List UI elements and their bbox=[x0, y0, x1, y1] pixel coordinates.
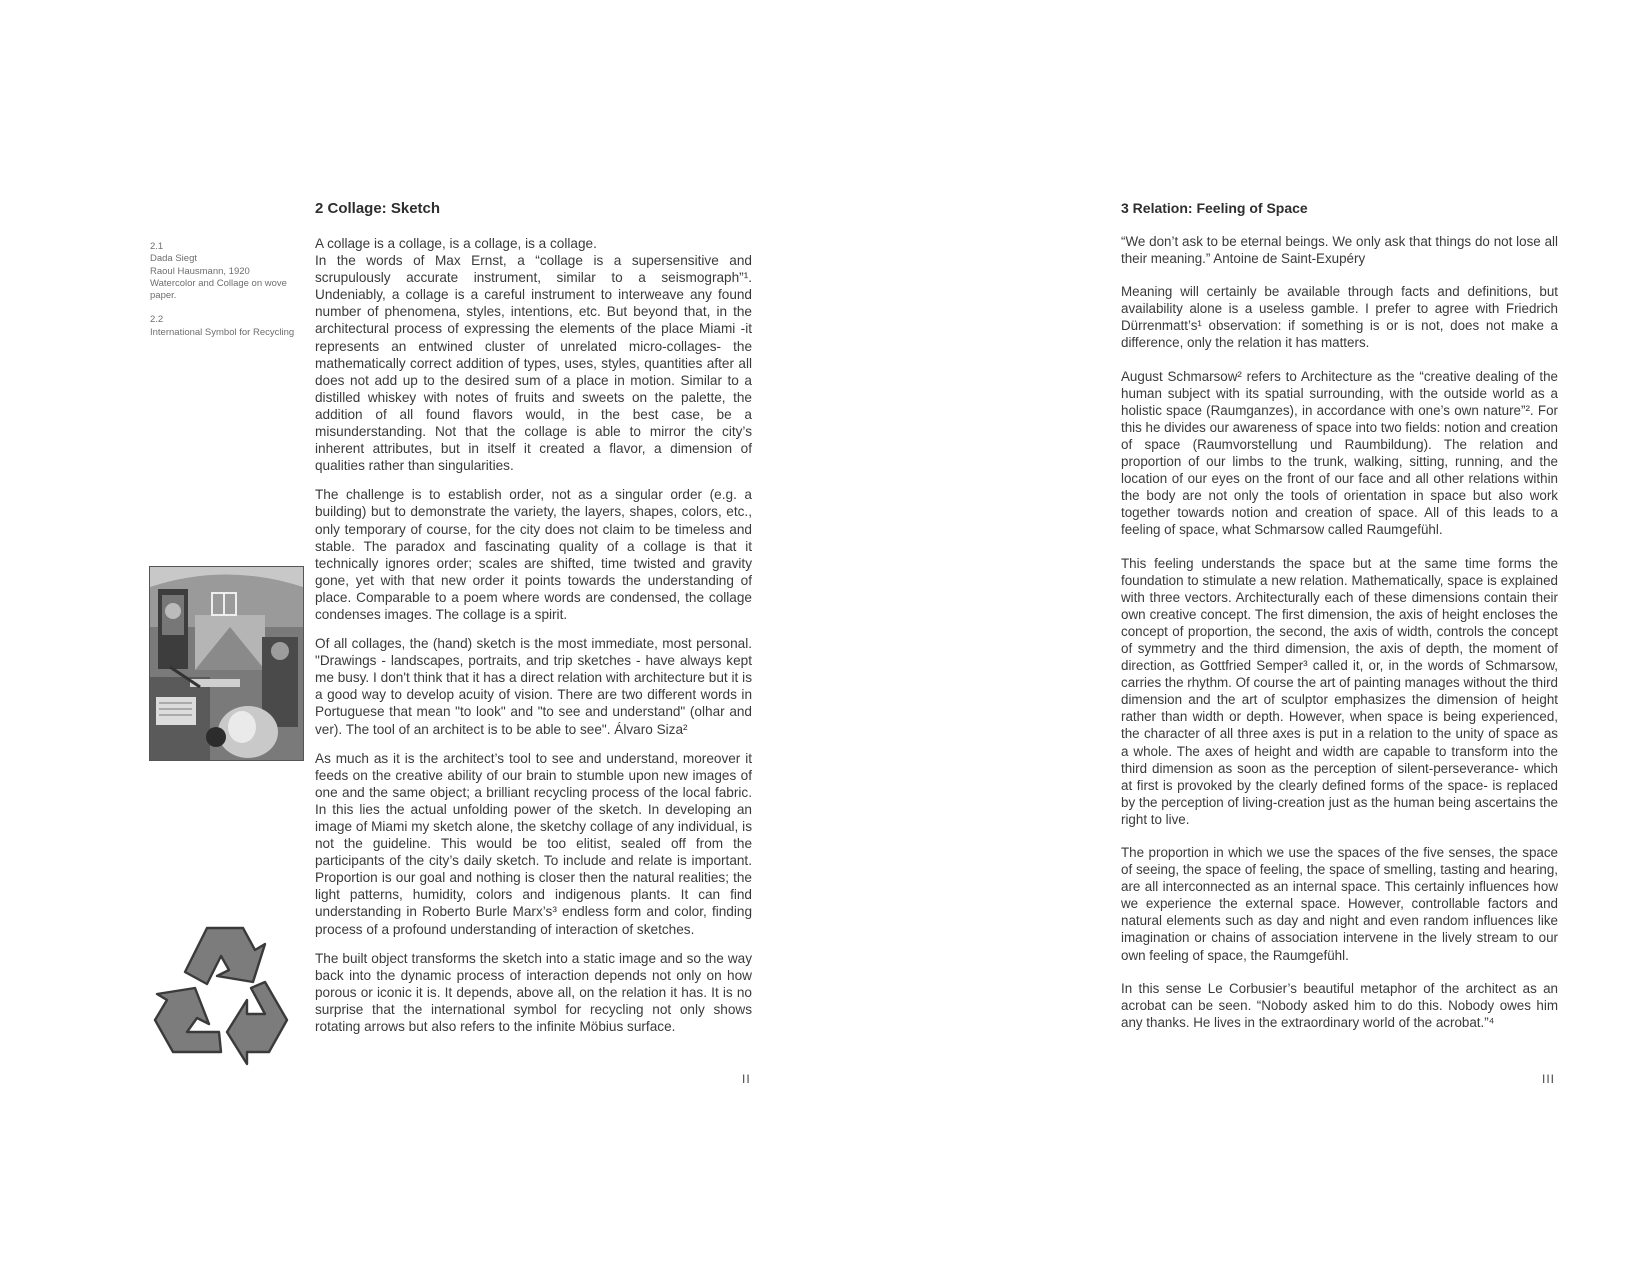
paragraph: Meaning will certainly be available through facts and definitions, but availability alone is a useless gamble. I prefer to agree with Friedrich Dürrenmatt’s¹ observation: if something is or is not, does not make a difference, only the relation it has matters. bbox=[1121, 284, 1558, 351]
paragraph: “We don’t ask to be eternal beings. We only ask that things do not lose all their meaning.” Antoine de Saint-Exupéry bbox=[1121, 234, 1558, 267]
left-page bbox=[0, 0, 800, 1284]
caption-line: Dada Siegt bbox=[150, 253, 198, 265]
paragraph: In this sense Le Corbusier’s beautiful metaphor of the architect as an acrobat can be seen. “Nobody asked him to do this. Nobody owes him any thanks. He lives in the extraordinary world of the acrobat.”⁴ bbox=[1121, 980, 1558, 1030]
paragraph: The built object transforms the sketch into a static image and so the way back into the dynamic process of interaction depends not only on how porous or iconic it is. It depends, above all, on the relation it has. It is no surprise that the international symbol for recycling not only shows rotating arrows but also refers to the infinite Möbius surface. bbox=[315, 950, 752, 1035]
caption-line: paper. bbox=[150, 290, 177, 302]
caption-line: Watercolor and Collage on wove bbox=[150, 277, 287, 289]
caption-line: Raoul Hausmann, 1920 bbox=[150, 265, 250, 277]
caption-2-2 bbox=[150, 314, 305, 339]
page-number: II bbox=[742, 1072, 751, 1086]
caption-line: 2.1 bbox=[150, 241, 164, 252]
paragraph: Of all collages, the (hand) sketch is the most immediate, most personal. "Drawings - landscapes, portraits, and trip sketches - have always kept me busy. I don't think that it has a direct relation with architecture but it is a good way to develop acuity of vision. There are two different words in Portuguese that mean "to look" and "to see and understand" (olhar and ver). The tool of an architect is to be able to see". Álvaro Siza² bbox=[315, 636, 752, 737]
figure-captions bbox=[150, 241, 305, 351]
paragraph: This feeling understands the space but at the same time forms the foundation to stimulate a new relation. Mathematically, space is explained with three vectors. Architecturally each of these dimensions contain their own creative concept. The first dimension, the axis of height encloses the concept of proportion, the second, the axis of width, controls the concept of symmetry and the third dimension, the axis of depth, the moment of direction, as Gottfried Semper³ called it, or, in the words of Schmarsow, carries the rhythm. Of course the art of painting manages without the third dimension and the art of sculptor emphasizes the dimension of height rather than width or depth. However, when space is being experienced, the character of all three axes is put in a relation to the unity of space as a whole. The axes of height and width are capable to transform into the third dimension as soon as the perception of silent-perseverance- which at first is provoked by the clearly defined forms of the space- is replaced by the perception of living-creation just as the human being ascertains the right to live. bbox=[1121, 555, 1558, 827]
recycle-icon bbox=[147, 920, 305, 1075]
caption-line: International Symbol for Recycling bbox=[150, 326, 295, 338]
body-text bbox=[1121, 233, 1558, 1047]
paragraph-text: In the words of Max Ernst, a “collage is a supersensitive and scrupulously accurate instrument, similar to a seismograph”¹. Undeniably, a collage is a careful instrument to interweave any found number of phenomena, styles, intentions, etc. But beyond that, in the architectural process of expressing the elements of the place Miami -it represents an entwined cluster of unrelated micro-collages- the mathematically correct addition of types, uses, styles, quantities after all does not add up to the desired sum of a place in motion. Similar to a distilled whiskey with notes of fruits and sweets on the palette, the addition of all found flavors would, in the best case, be a misunderstanding. Not that the collage is able to mirror the city’s inherent attributes, but in itself it created a flavor, a dimension of qualities rather than singularities. bbox=[315, 253, 752, 474]
section-title: 3 Relation: Feeling of Space bbox=[1121, 200, 1308, 216]
body-text bbox=[315, 235, 752, 1047]
dada-siegt-collage-image bbox=[149, 566, 304, 761]
caption-2-1 bbox=[150, 241, 305, 302]
opening-line: A collage is a collage, is a collage, is a collage. bbox=[315, 236, 597, 251]
caption-line: 2.2 bbox=[150, 314, 164, 326]
paragraph: August Schmarsow² refers to Architecture as the “creative dealing of the human subject with its spatial surrounding, with the outside world as a holistic space (Raumganzes), in accordance with one’s own nature”². For this he divides our awareness of space into two fields: notion and creation of space (Raumvorstellung und Raumbildung). The relation and proportion of our limbs to the trunk, walking, sitting, running, and the location of our eyes on the front of our face and all other relations within the body are not only the tools of orientation in space but also work together towards notion and creation of space. All of this leads to a feeling of space, what Schmarsow called Raumgefühl. bbox=[1121, 368, 1558, 538]
paragraph: As much as it is the architect’s tool to see and understand, moreover it feeds on the creative ability of our brain to stumble upon new images of one and the same object; a brilliant recycling process of the local fabric. In this lies the actual unfolding power of the sketch. In developing an image of Miami my sketch alone, the sketchy collage of any individual, is not the guideline. This would be too elitist, sealed off from the participants of the city’s daily sketch. To include and relate is important. Proportion is our goal and nothing is closer then the natural realities; the light patterns, humidity, colors and indigenous plants. It can find understanding in Roberto Burle Marx’s³ endless form and color, finding process of a profound understanding of interaction of sketches. bbox=[315, 750, 752, 937]
right-page bbox=[825, 0, 1650, 1284]
paragraph: The challenge is to establish order, not as a singular order (e.g. a building) but to demonstrate the variety, the layers, shapes, colors, etc., only temporary of course, for the city does not claim to be timeless and stable. The paradox and fascinating quality of a collage is that it technically ignores order; scales are shifted, time twisted and gravity gone, yet with that new order it points towards the understanding of place. Comparable to a poem where words are condensed, the collage condenses images. The collage is a spirit. bbox=[315, 487, 752, 622]
page-number: III bbox=[1542, 1072, 1556, 1086]
paragraph bbox=[315, 235, 752, 474]
section-title: 2 Collage: Sketch bbox=[315, 200, 441, 217]
paragraph: The proportion in which we use the spaces of the five senses, the space of seeing, the space of feeling, the space of smelling, tasting and hearing, are all interconnected as an internal space. This certainly influences how we experience the external space. However, controllable factors and natural elements such as day and night and even random influences like imagination or chains of association intervene in the lively stream to our own feeling of space, the Raumgefühl. bbox=[1121, 845, 1558, 963]
